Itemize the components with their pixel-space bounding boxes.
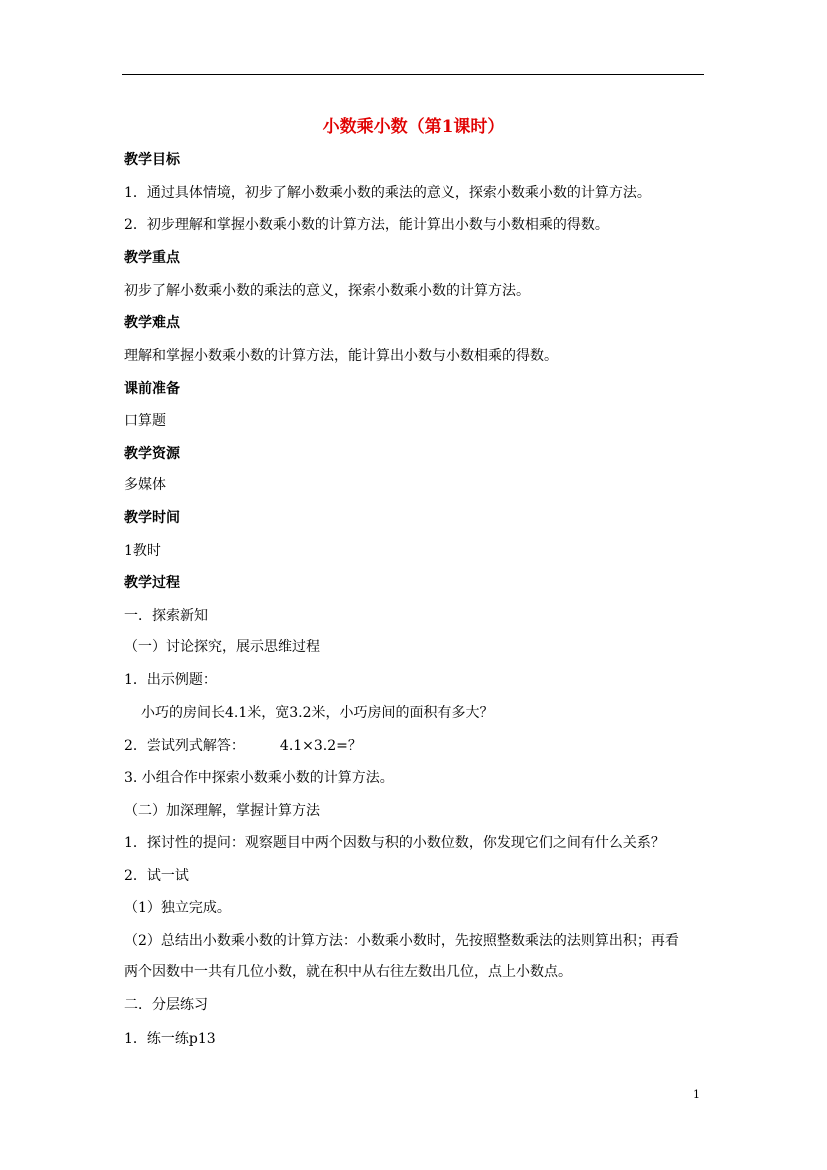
body-line: 二．分层练习	[124, 997, 208, 1013]
body-line: （一）讨论探究，展示思维过程	[124, 639, 320, 655]
body-line: 一．探索新知	[124, 608, 208, 624]
body-line: 1．探讨性的提问：观察题目中两个因数与积的小数位数，你发现它们之间有什么关系？	[124, 835, 665, 851]
body-line: 1．通过具体情境，初步了解小数乘小数的乘法的意义，探索小数乘小数的计算方法。	[124, 185, 651, 201]
body-line: 2．试一试	[124, 868, 189, 884]
body-line: 口算题	[124, 413, 166, 429]
body-line: 初步了解小数乘小数的乘法的意义，探索小数乘小数的计算方法。	[124, 283, 530, 299]
body-line: 两个因数中一共有几位小数，就在积中从右往左数出几位，点上小数点。	[124, 964, 572, 980]
body-line: 小巧的房间长4.1米，宽3.2米，小巧房间的面积有多大？	[141, 705, 494, 721]
section-heading: 教学重点	[124, 250, 180, 266]
body-line: 1．练一练p13	[124, 1031, 216, 1047]
document-title: 小数乘小数（第1课时）	[322, 117, 505, 137]
section-heading: 教学目标	[124, 152, 180, 168]
section-heading: 课前准备	[124, 381, 180, 397]
body-line: 多媒体	[124, 477, 166, 493]
section-heading: 教学资源	[124, 446, 180, 462]
body-line: （1）独立完成。	[124, 900, 231, 916]
body-line: 3. 小组合作中探索小数乘小数的计算方法。	[124, 770, 394, 786]
body-line: 理解和掌握小数乘小数的计算方法，能计算出小数与小数相乘的得数。	[124, 348, 558, 364]
body-line: 2．初步理解和掌握小数乘小数的计算方法，能计算出小数与小数相乘的得数。	[124, 217, 609, 233]
header-rule	[122, 74, 704, 75]
body-line: （二）加深理解，掌握计算方法	[124, 803, 320, 819]
section-heading: 教学过程	[124, 575, 180, 591]
body-line: （2）总结出小数乘小数的计算方法：小数乘小数时，先按照整数乘法的法则算出积；再看	[124, 933, 679, 949]
section-heading: 教学时间	[124, 510, 180, 526]
page-number: 1	[693, 1088, 700, 1101]
section-heading: 教学难点	[124, 315, 180, 331]
body-line: 1教时	[124, 543, 161, 559]
body-line: 1．出示例题：	[124, 672, 217, 688]
body-line: 2．尝试列式解答： 4.1×3.2=？	[124, 738, 362, 754]
